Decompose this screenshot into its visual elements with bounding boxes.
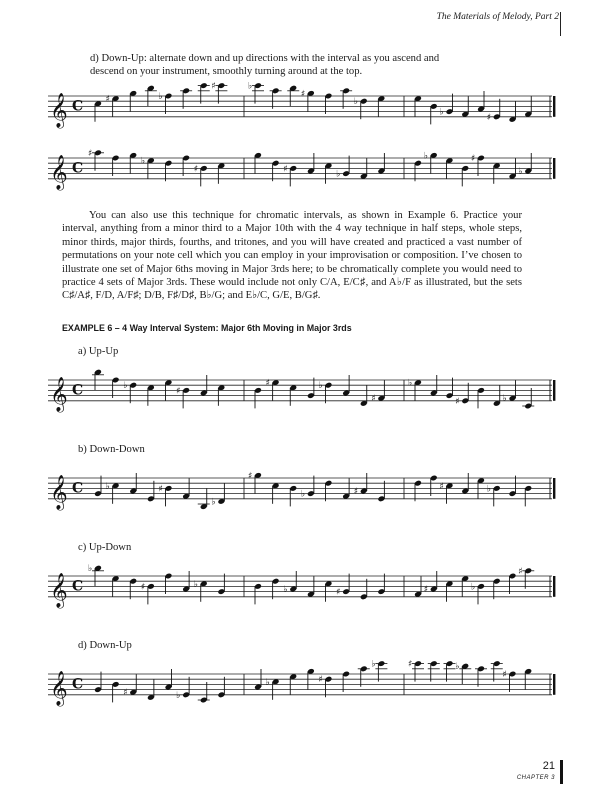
accidental-icon: ♭ — [518, 167, 523, 177]
accidental-icon: ♭ — [176, 690, 181, 701]
accidental-icon: ♭ — [123, 381, 128, 392]
label-up-up: a) Up-Up — [78, 346, 119, 357]
accidental-icon: ♯ — [423, 585, 429, 595]
accidental-icon: ♯ — [140, 582, 146, 593]
accidental-icon: ♭ — [318, 381, 323, 392]
accidental-icon: ♭ — [455, 662, 460, 673]
accidental-icon: ♯ — [471, 154, 476, 164]
accidental-icon: ♭ — [248, 82, 253, 92]
treble-clef-icon: 𝄞 — [50, 670, 68, 706]
page-number: 21 — [542, 760, 555, 772]
accidental-icon: ♭ — [283, 585, 288, 595]
example-title: EXAMPLE 6 – 4 Way Interval System: Major 6th Moving in Major 3rds — [62, 323, 352, 333]
accidental-icon: ♯ — [248, 471, 253, 482]
chapter-label: CHAPTER 3 — [516, 775, 555, 781]
running-header: The Materials of Melody, Part 2 — [436, 12, 559, 22]
accidental-icon: ♯ — [336, 587, 341, 598]
accidental-icon: ♯ — [318, 675, 323, 686]
time-signature: C — [72, 98, 84, 115]
accidental-icon: ♯ — [265, 378, 270, 389]
accidental-icon: ♯ — [455, 396, 460, 407]
accidental-icon: ♯ — [353, 487, 359, 497]
footer-bar — [560, 760, 563, 784]
accidental-icon: ♭ — [193, 579, 198, 590]
accidental-icon: ♭ — [439, 107, 444, 118]
treble-clef-icon: 𝄞 — [50, 92, 68, 128]
accidental-icon: ♭ — [140, 156, 146, 167]
final-barline — [553, 380, 555, 401]
accidental-icon: ♯ — [88, 148, 93, 159]
accidental-icon: ♯ — [283, 164, 288, 175]
accidental-icon: ♭ — [423, 151, 428, 162]
accidental-icon: ♭ — [88, 564, 93, 575]
accidental-icon: ♯ — [193, 164, 199, 175]
accidental-icon: ♭ — [336, 169, 341, 180]
accidental-icon: ♭ — [471, 582, 476, 593]
accidental-icon: ♯ — [300, 89, 306, 100]
time-signature: C — [72, 160, 84, 177]
accidental-icon: ♯ — [211, 82, 216, 92]
music-staff-1 — [48, 82, 564, 136]
music-staff-down-down — [48, 464, 564, 518]
accidental-icon: ♭ — [211, 497, 216, 508]
treble-clef-icon: 𝄞 — [50, 474, 68, 510]
accidental-icon: ♭ — [502, 394, 507, 405]
accidental-icon: ♯ — [486, 112, 492, 123]
accidental-icon: ♯ — [408, 660, 413, 670]
music-staff-down-up — [48, 660, 564, 714]
music-staff-up-down — [48, 562, 564, 616]
accidental-icon: ♯ — [518, 566, 523, 577]
accidental-icon: ♯ — [371, 394, 376, 405]
label-up-down: c) Up-Down — [78, 542, 132, 553]
accidental-icon: ♯ — [439, 481, 444, 492]
time-signature: C — [72, 480, 84, 497]
final-barline — [553, 674, 555, 695]
music-staff-up-up — [48, 366, 564, 420]
accidental-icon: ♭ — [486, 484, 491, 495]
header-rule — [560, 12, 561, 36]
section-d-text: d) Down-Up: alternate down and up directions with the interval as you ascend and descend on your instrument, smoothly turning around at the top. — [90, 53, 440, 78]
accidental-icon: ♭ — [371, 660, 376, 670]
accidental-icon: ♭ — [265, 677, 270, 688]
staff-lines — [48, 158, 552, 179]
treble-clef-icon: 𝄞 — [50, 154, 68, 190]
staff-lines — [48, 576, 552, 597]
label-down-down: b) Down-Down — [78, 444, 145, 455]
body-paragraph: You can also use this technique for chromatic intervals, as shown in Example 6. Practice your interval, anything from a minor third to a Major 10th with the 4 way technique in half steps, whole steps, minor thirds, major thirds, fourths, and tritones, and you will have created and practiced a vast number of permutations on your note cell which you can employ in your improvisation or composition. I’ve chosen to illustrate one set of Major 6ths moving in Major 3rds here; to be chromatically complete you would need to practice 4 sets of Major 3rds. These would include not only C/A, E/C♯, and A♭/F as illustrated, but the sets C♯/A♯, F/D, A/F♯; D/B, F♯/D♯, B♭/G; and E♭/C, G/E, B/G♯. — [62, 210, 522, 302]
time-signature: C — [72, 676, 84, 693]
music-staff-2 — [48, 144, 564, 198]
treble-clef-icon: 𝄞 — [50, 376, 68, 412]
accidental-icon: ♯ — [502, 670, 507, 680]
treble-clef-icon: 𝄞 — [50, 572, 68, 608]
accidental-icon: ♭ — [353, 97, 358, 108]
time-signature: C — [72, 578, 84, 595]
final-barline — [553, 478, 555, 499]
time-signature: C — [72, 382, 84, 399]
final-barline — [553, 96, 555, 117]
label-down-up: d) Down-Up — [78, 640, 132, 651]
accidental-icon: ♭ — [300, 489, 306, 500]
accidental-icon: ♯ — [176, 386, 181, 397]
accidental-icon: ♯ — [158, 484, 163, 495]
accidental-icon: ♯ — [123, 688, 128, 699]
accidental-icon: ♭ — [408, 378, 413, 389]
accidental-icon: ♯ — [105, 94, 110, 105]
accidental-icon: ♭ — [105, 481, 110, 492]
final-barline — [553, 158, 555, 179]
accidental-icon: ♭ — [158, 92, 163, 102]
final-barline — [553, 576, 555, 597]
